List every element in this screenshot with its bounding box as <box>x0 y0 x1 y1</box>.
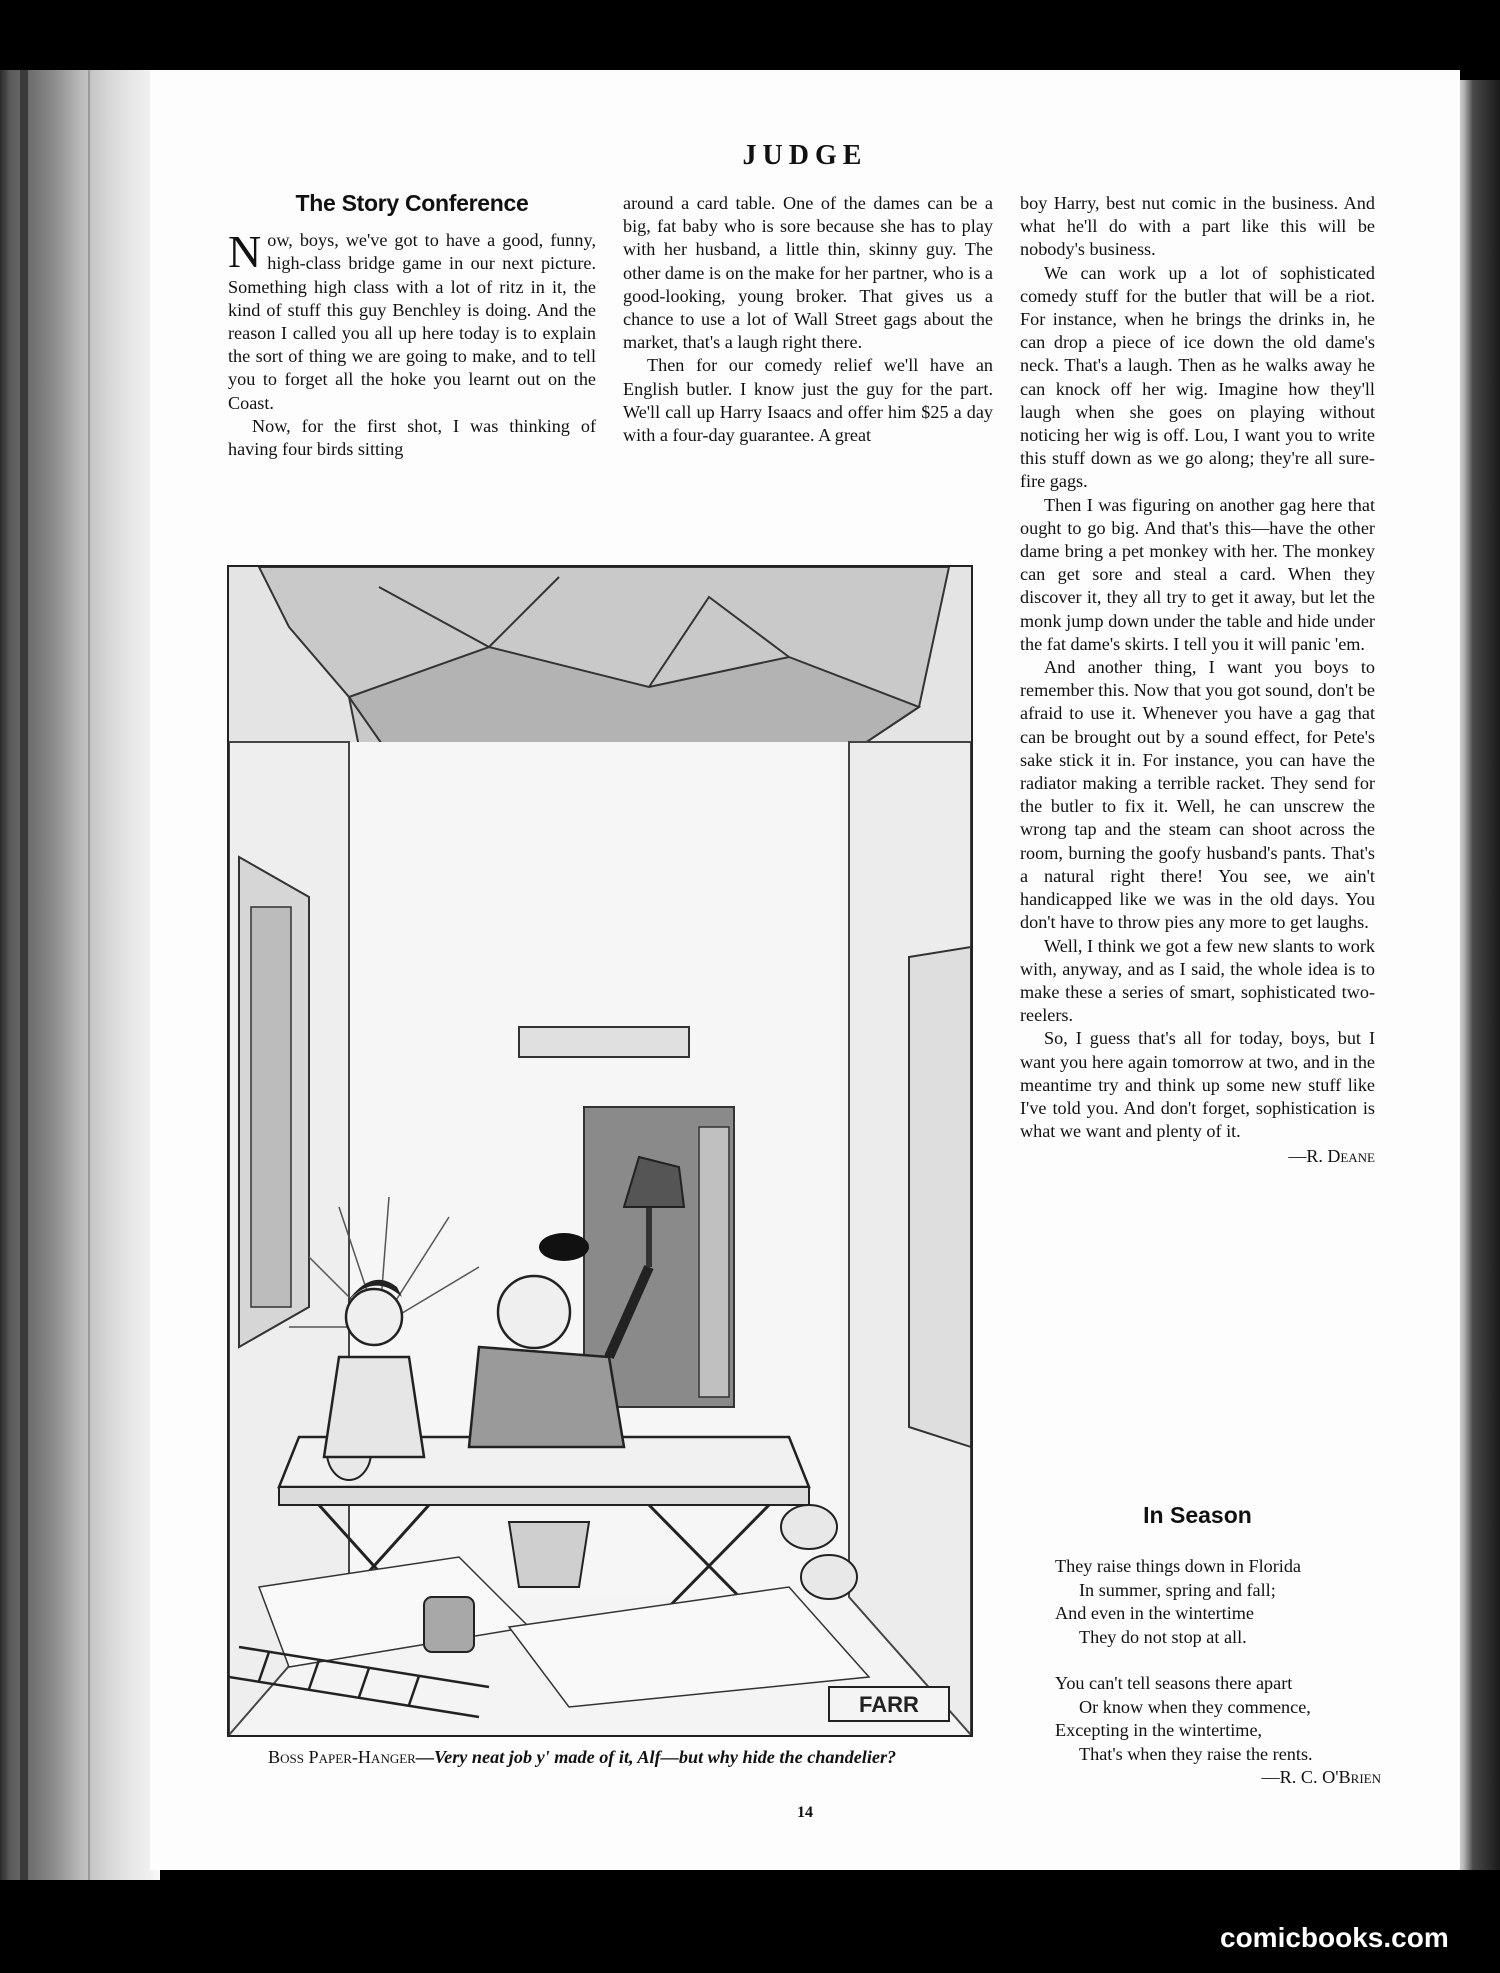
paragraph-text: ow, boys, we've got to have a good, funny, high-class bridge game in our next picture. Something high class with a lot of ritz in it, the kind of stuff this guy Benchley is doing. And the reason I called you all up here today is to explain the sort of thing we are going to make, and to tell you to forget all the hoke you learnt out on the Coast. <box>228 230 596 413</box>
cartoon-illustration <box>227 565 973 1737</box>
cartoon-caption <box>268 1746 968 1769</box>
article-paragraph-8: So, I guess that's all for today, boys, but I want you here again tomorrow at two, and in the meantime try and think up some new stuff like I've told you. And don't forget, sophistication is what we want and plenty of it. <box>1020 1028 1375 1142</box>
poem-line: Or know when they commence, <box>1079 1696 1311 1717</box>
caption-speaker: Boss Paper-Hanger <box>268 1747 416 1767</box>
page-number: 14 <box>797 1804 813 1821</box>
poem-line: They raise things down in Florida <box>1055 1556 1302 1576</box>
article-paragraph-4: We can work up a lot of sophisticated comedy stuff for the butler that will be a riot. For instance, when he brings the drinks in, he can drop a piece of ice down the old dame's neck. That's a laugh. Then as he walks away he can knock off her wig. Imagine how they'll laugh when she goes on playing without noticing her wig is off. Lou, I want you to write this stuff down as we go along; they're all sure-fire gags. <box>1020 262 1375 492</box>
poem-line: That's when they raise the rents. <box>1079 1743 1313 1764</box>
caption-quote: —Very neat job y' made of it, Alf—but why hide the chandelier? <box>415 1747 897 1767</box>
magazine-page <box>150 70 1460 1870</box>
article-byline: —R. Deane <box>1288 1146 1375 1167</box>
book-right-edge <box>1455 80 1500 1870</box>
cartoon-drawing <box>229 567 971 1735</box>
article-column-1 <box>228 192 596 461</box>
book-spine-edge <box>0 70 160 1880</box>
article-paragraph-2-start: Now, for the first shot, I was thinking of having four birds sitting <box>228 415 596 460</box>
poem-line: And even in the wintertime <box>1055 1603 1254 1623</box>
poem-title: In Season <box>1143 1502 1252 1528</box>
running-title: JUDGE <box>742 140 868 171</box>
poem-line: You can't tell seasons there apart <box>1055 1673 1293 1693</box>
poem-line: In summer, spring and fall; <box>1079 1579 1276 1600</box>
article-column-2 <box>623 192 993 447</box>
article-paragraph-6: And another thing, I want you boys to remember this. Now that you got sound, don't be afraid to use it. Whenever you have a gag that can be brought out by a sound effect, for Pete's sake stick it in. For instance, you can have the radiator making a terrible racket. They send for the butler to fix it. Well, he can unscrew the wrong tap and the steam can shoot across the room, burning the goofy husband's pants. That's a natural right there! You see, we ain't handicapped like we was in the old days. You don't have to throw pies any more to get laughs. <box>1020 657 1375 933</box>
article-column-3 <box>1020 192 1375 1169</box>
article-paragraph-2-cont: around a card table. One of the dames can be a big, fat baby who is sore because she has to play with her husband, a little thin, skinny guy. The other dame is on the make for her partner, who is a good-looking, young broker. That gives us a chance to use a lot of Wall Street gags about the market, that's a laugh right there. <box>623 193 993 353</box>
article-paragraph-3-cont: boy Harry, best nut comic in the business. And what he'll do with a part like this will be nobody's business. <box>1020 193 1375 260</box>
poem-line: They do not stop at all. <box>1079 1626 1247 1647</box>
poem <box>1055 1555 1385 1790</box>
article-paragraph-3-start: Then for our comedy relief we'll have an English butler. I know just the guy for the part. We'll call up Harry Isaacs and offer him $25 a day with a four-day guarantee. A great <box>623 355 993 446</box>
poem-byline: —R. C. O'Brien <box>1261 1767 1381 1787</box>
poem-line: Excepting in the wintertime, <box>1055 1720 1263 1740</box>
article-title: The Story Conference <box>295 190 529 216</box>
article-paragraph-1 <box>228 226 596 415</box>
article-paragraph-7: Well, I think we got a few new slants to work with, anyway, and as I said, the whole idea is to make these a series of smart, sophisticated two-reelers. <box>1020 935 1375 1026</box>
drop-cap: N <box>228 226 262 278</box>
article-paragraph-5: Then I was figuring on another gag here that ought to go big. And that's this—have the other dame bring a pet monkey with her. The monkey can get sore and steal a card. When they discover it, they all try to get it away, but let the monk jump down under the table and hide under the fat dame's skirts. I tell you it will panic 'em. <box>1020 494 1375 654</box>
artist-signature: FARR <box>859 1692 919 1717</box>
watermark: comicbooks.com <box>1220 1922 1449 1953</box>
